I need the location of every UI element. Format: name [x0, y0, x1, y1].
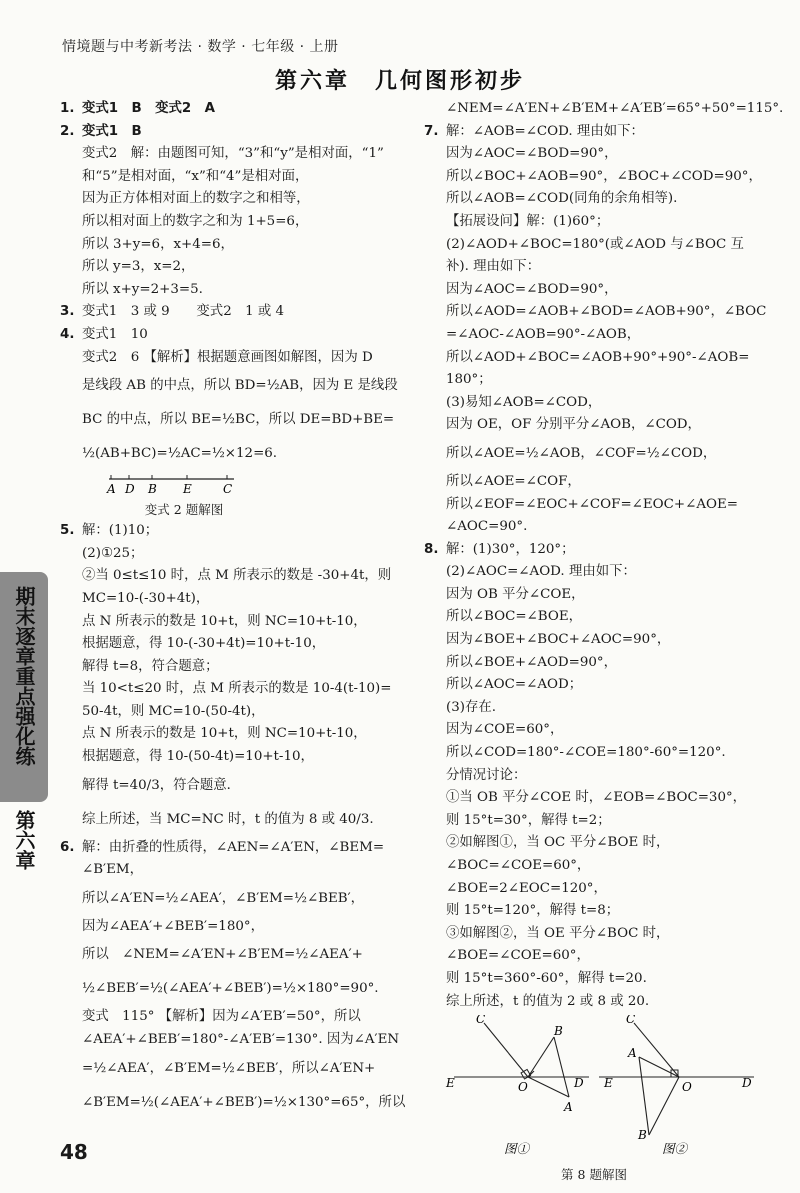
segment-figure	[104, 471, 412, 518]
answer-text: ½(AB+BC)=½AC=½×12=6.	[82, 446, 278, 462]
answer-line	[60, 1052, 412, 1086]
answer-text: 综上所述，t 的值为 2 或 8 或 20.	[446, 993, 650, 1009]
diagram-ray	[639, 1057, 649, 1135]
diagram-ray	[484, 1023, 528, 1077]
answer-line	[424, 143, 776, 166]
question-number: 7.	[424, 123, 439, 139]
answer-text: 180°；	[446, 372, 492, 388]
question-number: 8.	[424, 541, 439, 557]
answer-line	[424, 166, 776, 189]
answer-text: (3)存在.	[446, 699, 497, 715]
point-label: A	[107, 482, 116, 497]
answer-text: 因为正方体相对面上的数字之和相等，	[82, 191, 310, 207]
answer-text: (2)∠AOD+∠BOC=180°(或∠AOD 与∠BOC 互	[446, 236, 744, 252]
answer-text: 当 10<t≤20 时，点 M 所表示的数是 10-4(t-10)=	[82, 681, 392, 697]
right-column	[424, 98, 784, 1186]
answer-line	[60, 746, 412, 769]
answer-text: ∠BOE=∠COE=60°，	[446, 948, 590, 964]
answer-line	[424, 606, 776, 629]
answer-text: 解：∠AOB=∠COD. 理由如下：	[446, 123, 644, 139]
question-number: 4.	[60, 326, 75, 342]
answer-line	[424, 945, 776, 968]
answer-line	[424, 414, 776, 437]
diagram-label: O	[518, 1080, 528, 1095]
answer-text: 【拓展设问】解：(1)60°；	[446, 213, 610, 229]
answer-text: 所以∠BOE+∠AOD=90°，	[446, 654, 618, 670]
page-number: 48	[60, 1140, 88, 1164]
answer-line	[60, 369, 412, 403]
answer-line	[60, 143, 412, 166]
answer-text: 则 15°t=30°，解得 t=2；	[446, 812, 611, 828]
answer-line	[424, 471, 776, 494]
figure-caption: 第 8 题解图	[561, 1166, 627, 1182]
answer-text: ∠AEA′+∠BEB′=180°-∠A′EB′=130°. 因为∠A′EN	[82, 1032, 400, 1048]
question-number: 3.	[60, 304, 75, 320]
answer-text: 所以 y=3，x=2，	[82, 259, 195, 275]
diagram-ray	[649, 1077, 679, 1135]
point-label: B	[148, 482, 157, 497]
answer-line	[60, 211, 412, 234]
answer-text: 解得 t=40/3，符合题意．	[82, 777, 241, 793]
answer-text: 所以相对面上的数字之和为 1+5=6，	[82, 213, 309, 229]
answer-line	[60, 324, 412, 347]
answer-line	[60, 972, 412, 1006]
answer-text: 因为∠BOE+∠BOC+∠AOC=90°，	[446, 632, 671, 648]
answer-line	[424, 211, 776, 234]
left-column	[60, 98, 412, 1120]
answer-line	[60, 403, 412, 437]
answer-text: ∠B′EM，	[82, 862, 143, 878]
side-tab-chapter-label: 第六章	[12, 810, 36, 870]
question-number: 5.	[60, 523, 75, 539]
answer-line	[60, 301, 412, 324]
answer-text: 变式 115° 【解析】因为∠A′EB′=50°，所以	[82, 1009, 361, 1025]
answer-text: (2)①25；	[82, 545, 144, 561]
answer-line	[424, 301, 776, 324]
answer-text: 则 15°t=360°-60°，解得 t=20.	[446, 970, 647, 986]
answer-line	[60, 1086, 412, 1120]
answer-text: 综上所述，当 MC=NC 时，t 的值为 8 或 40/3.	[82, 811, 374, 827]
answer-text: 所以 ∠NEM=∠A′EN+∠B′EM=½∠AEA′+	[82, 947, 363, 963]
question8-figures	[424, 1015, 776, 1186]
answer-text: 根据题意，得 10-(-30+4t)=10+t-10，	[82, 636, 326, 652]
answer-line	[60, 837, 412, 860]
answer-line	[60, 188, 412, 211]
answer-line	[60, 938, 412, 972]
answer-text: 所以∠AOE=∠COF，	[446, 473, 581, 489]
answer-line	[424, 810, 776, 833]
answer-text: 变式1 10	[82, 326, 148, 342]
side-tab	[0, 572, 48, 802]
answer-text: 变式2 6 【解析】根据题意画图如解图，因为 D	[82, 349, 373, 365]
answer-text: ③如解图②，当 OE 平分∠BOC 时，	[446, 925, 670, 941]
answer-line	[60, 471, 412, 518]
answer-text: ∠NEM=∠A′EN+∠B′EM+∠A′EB′=65°+50°=115°.	[446, 101, 784, 116]
answer-line	[424, 923, 776, 946]
diagram-label: E	[604, 1076, 613, 1091]
answer-line	[60, 701, 412, 724]
answer-text: 因为∠AOC=∠BOD=90°，	[446, 146, 618, 162]
answer-text: 变式1 B 变式2 A	[82, 101, 215, 116]
answer-line	[60, 347, 412, 370]
answer-line	[60, 279, 412, 302]
angle-diagrams	[424, 1015, 764, 1155]
answer-text: 变式1 3 或 9 变式2 1 或 4	[82, 304, 285, 320]
diagram-label: D	[574, 1076, 584, 1091]
diagram-label: D	[742, 1076, 752, 1091]
answer-text: 所以∠AOC=∠AOD；	[446, 677, 583, 693]
answer-line	[60, 1029, 412, 1052]
answer-text: 解：(1)30°，120°；	[446, 541, 575, 557]
answer-line	[424, 516, 776, 539]
answer-text: 根据题意，得 10-(50-4t)=10+t-10，	[82, 749, 314, 765]
answer-line	[60, 916, 412, 939]
answer-line	[424, 494, 776, 517]
answer-line	[424, 991, 776, 1014]
answer-text: 所以∠EOF=∠EOC+∠COF=∠EOC+∠AOE=	[446, 496, 738, 512]
answer-text: BC 的中点，所以 BE=½BC，所以 DE=BD+BE=	[82, 412, 395, 428]
answer-line	[424, 719, 776, 742]
answer-line	[60, 769, 412, 803]
answer-line	[424, 652, 776, 675]
answer-text: 所以∠AOD+∠BOC=∠AOB+90°+90°-∠AOB=	[446, 349, 750, 365]
answer-text: 变式2 解：由题图可知，“3”和“y”是相对面，“1”	[82, 146, 384, 162]
answer-text: 和“5”是相对面，“x”和“4”是相对面，	[82, 168, 309, 184]
diagram-label: C	[626, 1015, 636, 1027]
answer-line	[424, 787, 776, 810]
answer-line	[60, 166, 412, 189]
answer-text: 所以 3+y=6，x+4=6，	[82, 236, 234, 252]
answer-line	[424, 98, 784, 121]
diagram-label: B	[638, 1128, 647, 1143]
diagram-label: C	[476, 1015, 486, 1027]
answer-line	[424, 437, 776, 471]
answer-text: 分情况讨论：	[446, 767, 527, 783]
figure-caption: 变式 2 题解图	[144, 502, 224, 518]
answer-line	[60, 723, 412, 746]
answer-line	[424, 347, 776, 370]
answer-text: 解：(1)10；	[82, 523, 159, 539]
answer-line	[424, 188, 776, 211]
answer-line	[424, 697, 776, 720]
side-tab-label: 期末逐章重点强化练	[12, 586, 36, 766]
answer-line	[424, 832, 776, 855]
answer-line	[424, 742, 776, 765]
point-label: D	[125, 482, 135, 497]
answer-line	[60, 803, 412, 837]
answer-line	[60, 859, 412, 882]
answer-line	[424, 369, 776, 392]
answer-text: 解得 t=8，符合题意；	[82, 658, 219, 674]
answer-line	[424, 855, 776, 878]
diagram-label: E	[446, 1076, 455, 1091]
answer-line	[60, 256, 412, 279]
answer-text: 则 15°t=120°，解得 t=8；	[446, 903, 620, 919]
question-number: 6.	[60, 839, 75, 855]
answer-line	[60, 656, 412, 679]
diagram-ray	[554, 1037, 569, 1097]
answer-text: ①当 OB 平分∠COE 时，∠EOB=∠BOC=30°，	[446, 790, 747, 806]
answer-line	[424, 539, 776, 562]
answer-line	[60, 633, 412, 656]
answer-text: 因为∠AOC=∠BOD=90°，	[446, 281, 618, 297]
answer-text: 因为 OB 平分∠COE，	[446, 586, 585, 602]
diagram-label: A	[564, 1100, 573, 1115]
answer-line	[60, 234, 412, 257]
answer-line	[424, 878, 776, 901]
answer-text: 是线段 AB 的中点，所以 BD=½AB，因为 E 是线段	[82, 378, 398, 394]
answer-text: ½∠BEB′=½(∠AEA′+∠BEB′)=½×180°=90°.	[82, 981, 379, 997]
answer-line	[424, 256, 776, 279]
answer-line	[60, 1006, 412, 1029]
answer-line	[424, 584, 776, 607]
answer-text: ∠BOC=∠COE=60°，	[446, 858, 591, 873]
diagram-label: A	[628, 1046, 637, 1061]
answer-line	[60, 121, 412, 144]
answer-line	[60, 437, 412, 471]
answer-text: 因为∠AEA′+∠BEB′=180°，	[82, 918, 264, 934]
answer-text: ②当 0≤t≤10 时，点 M 所表示的数是 -30+4t，则	[82, 568, 392, 584]
answer-line	[424, 279, 776, 302]
answer-text: 点 N 所表示的数是 10+t，则 NC=10+t-10，	[82, 613, 367, 629]
answer-line	[424, 324, 776, 347]
running-header: 情境题与中考新考法 · 数学 · 七年级 · 上册	[62, 39, 339, 55]
question-number: 2.	[60, 123, 75, 139]
answer-text: 所以∠AOE=½∠AOB，∠COF=½∠COD，	[446, 445, 717, 461]
sub-caption: 图②	[662, 1141, 688, 1156]
answer-line	[424, 900, 776, 923]
answer-text: ∠AOC=90°.	[446, 519, 528, 535]
answer-text: ②如解图①，当 OC 平分∠BOE 时，	[446, 835, 670, 851]
point-label: E	[183, 482, 192, 497]
answer-text: ∠BOE=2∠EOC=120°，	[446, 880, 607, 896]
answer-text: 因为∠COE=60°，	[446, 722, 564, 738]
sub-caption: 图①	[504, 1141, 530, 1156]
answer-text: 点 N 所表示的数是 10+t，则 NC=10+t-10，	[82, 726, 367, 742]
answer-text: ∠B′EM=½(∠AEA′+∠BEB′)=½×130°=65°，所以	[82, 1094, 406, 1110]
answer-text: 补). 理由如下：	[446, 259, 541, 275]
answer-text: 因为 OE，OF 分别平分∠AOB，∠COD，	[446, 417, 701, 433]
diagram-ray	[528, 1037, 554, 1077]
answer-line	[60, 98, 412, 121]
answer-line	[424, 392, 776, 415]
answer-text: 所以∠A′EN=½∠AEA′，∠B′EM=½∠BEB′，	[82, 890, 365, 906]
answer-text: =½∠AEA′，∠B′EM=½∠BEB′，所以∠A′EN+	[82, 1060, 376, 1076]
answer-line	[424, 561, 776, 584]
answer-line	[60, 678, 412, 701]
diagram-label: O	[682, 1080, 692, 1095]
answer-text: 所以∠BOC=∠BOE，	[446, 609, 582, 625]
diagram-ray	[528, 1077, 569, 1097]
answer-text: MC=10-(-30+4t)，	[82, 590, 210, 606]
answer-line	[60, 588, 412, 611]
answer-text: (2)∠AOC=∠AOD. 理由如下：	[446, 564, 636, 580]
answer-text: 50-4t，则 MC=10-(50-4t)，	[82, 703, 265, 719]
answer-text: 所以∠AOD=∠AOB+∠BOD=∠AOB+90°，∠BOC	[446, 304, 767, 320]
answer-line	[424, 765, 776, 788]
answer-line	[60, 882, 412, 916]
answer-line	[424, 234, 776, 257]
chapter-title: 第六章 几何图形初步	[274, 69, 525, 94]
diagram-label: B	[554, 1024, 563, 1039]
answer-line	[60, 520, 412, 543]
diagram-ray	[639, 1057, 679, 1077]
question-number: 1.	[60, 101, 75, 116]
point-label: C	[223, 482, 233, 497]
answer-line	[60, 565, 412, 588]
answer-text: 所以∠BOC+∠AOB=90°，∠BOC+∠COD=90°，	[446, 168, 762, 184]
side-tab-chapter	[0, 810, 48, 886]
answer-line	[60, 543, 412, 566]
answer-text: 所以∠COD=180°-∠COE=180°-60°=120°.	[446, 745, 726, 761]
answer-line	[424, 968, 776, 991]
answer-line	[424, 674, 776, 697]
answer-line	[424, 629, 776, 652]
answer-text: (3)易知∠AOB=∠COD，	[446, 394, 602, 410]
answer-line	[60, 611, 412, 634]
answer-line	[424, 121, 776, 144]
answer-text: 变式1 B	[82, 123, 142, 139]
answer-text: 解：由折叠的性质得，∠AEN=∠A′EN，∠BEM=	[82, 839, 385, 855]
answer-text: 所以 x+y=2+3=5.	[82, 281, 203, 297]
answer-text: =∠AOC-∠AOB=90°-∠AOB，	[446, 326, 641, 342]
answer-text: 所以∠AOB=∠COD(同角的余角相等).	[446, 191, 678, 207]
